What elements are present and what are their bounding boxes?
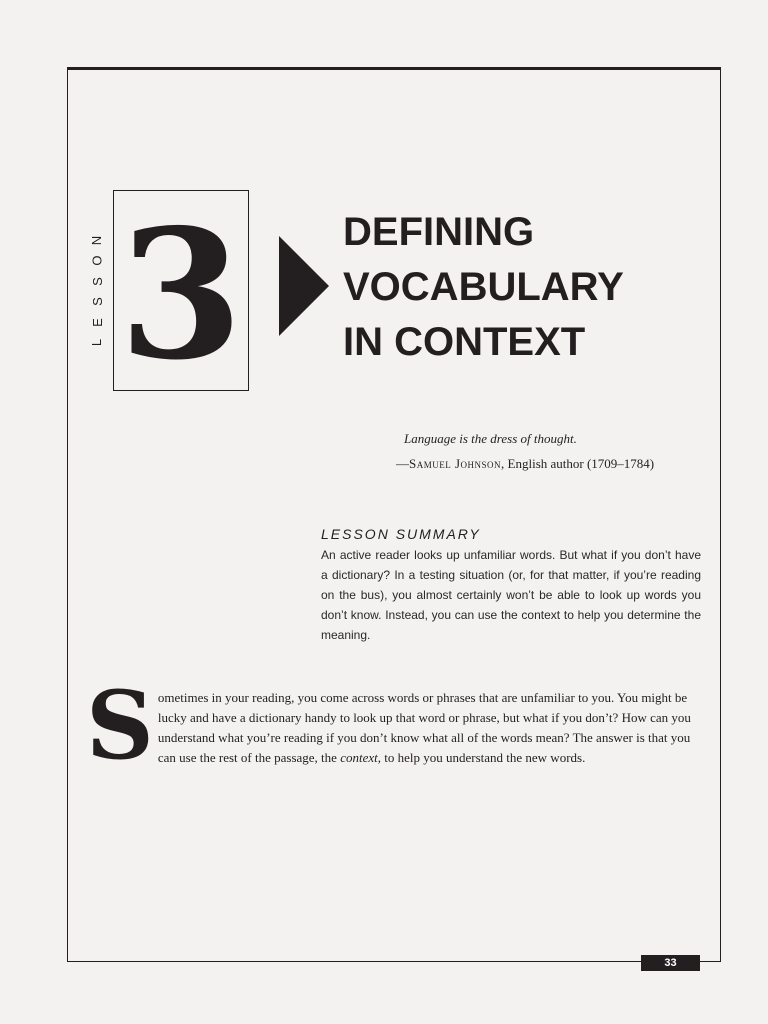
lesson-number-box [113,189,249,399]
lesson-letter: S [89,276,105,286]
lesson-vertical-label [82,234,112,349]
lesson-letter: E [89,317,105,327]
attribution-dash: — [396,456,409,471]
title-line: VOCABULARY [343,265,624,309]
body-paragraph [86,671,700,781]
body-text-before: ometimes in your reading, you come across words or phrases that are unfamiliar to you. You might be lucky and have a dictionary handy to look up that word or phrase, but what if you don’t? How can you understand what you’re reading if you don’t know what all of the words mean? The answer is that you can use the rest of the passage, the [157,690,691,765]
attribution-author: Samuel Johnson [409,456,502,471]
attribution-description: , English author (1709–1784) [501,456,655,471]
lesson-title [343,205,683,370]
summary-heading: LESSON SUMMARY [321,526,481,542]
epigraph-attribution [396,456,654,472]
lesson-letter: L [89,338,105,347]
lesson-number: 3 [119,189,243,399]
arrow-right-icon [279,236,329,336]
page-number: 33 [641,955,700,971]
drop-cap: S [86,671,154,781]
body-emphasis: context, [340,750,381,765]
body-text-after: to help you understand the new words. [380,750,586,765]
title-line: IN CONTEXT [343,320,586,364]
summary-text: An active reader looks up unfamiliar words. But what if you don’t have a dictionary? In a testing situation (or, for that matter, if you’re reading on the bus), you almost certainly won’t be able to look up words you don’t know. Instead, you can use the context to help you determine the meaning. [321,548,701,642]
epigraph-quote: Language is the dress of thought. [404,431,577,446]
title-line: DEFINING [343,210,535,254]
lesson-letter: N [89,235,105,246]
lesson-letter: S [89,297,105,307]
lesson-letter: O [89,255,105,266]
